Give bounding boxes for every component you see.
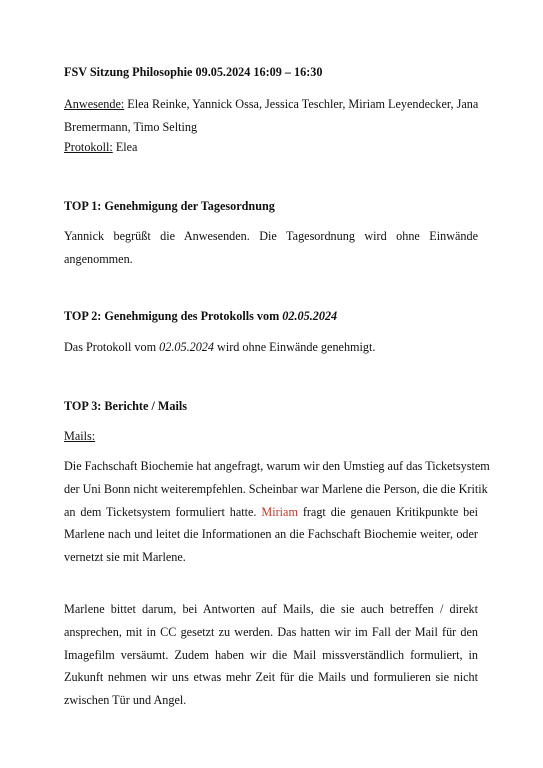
top2-text-date: 02.05.2024 bbox=[159, 340, 214, 354]
p2-line-4: Zukunft nehmen wir uns etwas mehr Zeit für die Mails und formulieren sie nicht bbox=[64, 670, 478, 685]
p1-line-3-text: an dem Ticketsystem formuliert hatte. bbox=[64, 504, 257, 519]
protocol-value: Elea bbox=[112, 140, 138, 154]
top1-line-2: angenommen. bbox=[64, 251, 133, 266]
p2-line-5: zwischen Tür und Angel. bbox=[64, 693, 187, 708]
top1-text bbox=[64, 225, 478, 271]
top2-heading-date: 02.05.2024 bbox=[282, 309, 338, 323]
p1-line-1: Die Fachschaft Biochemie hat angefragt, warum wir den Umstieg auf das Ticketsystem bbox=[64, 459, 490, 473]
document-title: FSV Sitzung Philosophie 09.05.2024 16:09 – 16:30 bbox=[64, 65, 323, 79]
protocol-label: Protokoll: bbox=[64, 140, 113, 154]
attendees-block bbox=[64, 93, 478, 139]
top1-line-1: Yannick begrüßt die Anwesenden. Die Tagesordnung wird ohne Einwände bbox=[64, 229, 478, 243]
top2-text bbox=[64, 336, 478, 359]
p2-line-1: Marlene bittet darum, bei Antworten auf Mails, die sie auch betreffen / direkt bbox=[64, 602, 478, 616]
top2-text-suffix: wird ohne Einwände genehmigt. bbox=[213, 340, 376, 354]
attendees-line-1 bbox=[64, 93, 478, 116]
top1-heading: TOP 1: Genehmigung der Tagesordnung bbox=[64, 199, 275, 213]
p2-line-2: ansprechen, mit in CC gesetzt zu werden. Das hatten wir im Fall der Mail für den bbox=[64, 624, 478, 639]
p1-line-3 bbox=[64, 501, 478, 524]
top2-heading bbox=[64, 305, 478, 328]
p1-line-2: der Uni Bonn nicht weiterempfehlen. Scheinbar war Marlene die Person, die die Kritik bbox=[64, 481, 488, 496]
p1-line-3-rest: fragt die genauen Kritikpunkte bei bbox=[297, 504, 479, 519]
attendees-label: Anwesende: bbox=[64, 97, 125, 111]
attendees-line-2: Bremermann, Timo Selting bbox=[64, 119, 198, 134]
top2-text-prefix: Das Protokoll vom bbox=[64, 340, 160, 354]
mails-subheading: Mails: bbox=[64, 429, 96, 443]
p2-line-3: Imagefilm versäumt. Zudem haben wir die Mail missverständlich formuliert, in bbox=[64, 647, 478, 662]
mails-paragraph-2 bbox=[64, 598, 478, 712]
protocol-block bbox=[64, 136, 478, 159]
p1-line-5: vernetzt sie mit Marlene. bbox=[64, 550, 186, 565]
top3-heading: TOP 3: Berichte / Mails bbox=[64, 399, 187, 413]
p1-line-4: Marlene nach und leitet die Informationen an die Fachschaft Biochemie weiter, oder bbox=[64, 527, 478, 542]
top2-heading-prefix: TOP 2: Genehmigung des Protokolls vom bbox=[64, 309, 283, 323]
mails-paragraph-1 bbox=[64, 455, 490, 569]
attendees-names-1: Elea Reinke, Yannick Ossa, Jessica Teschler, Miriam Leyendecker, Jana bbox=[124, 97, 479, 111]
highlighted-name: Miriam bbox=[261, 504, 298, 519]
